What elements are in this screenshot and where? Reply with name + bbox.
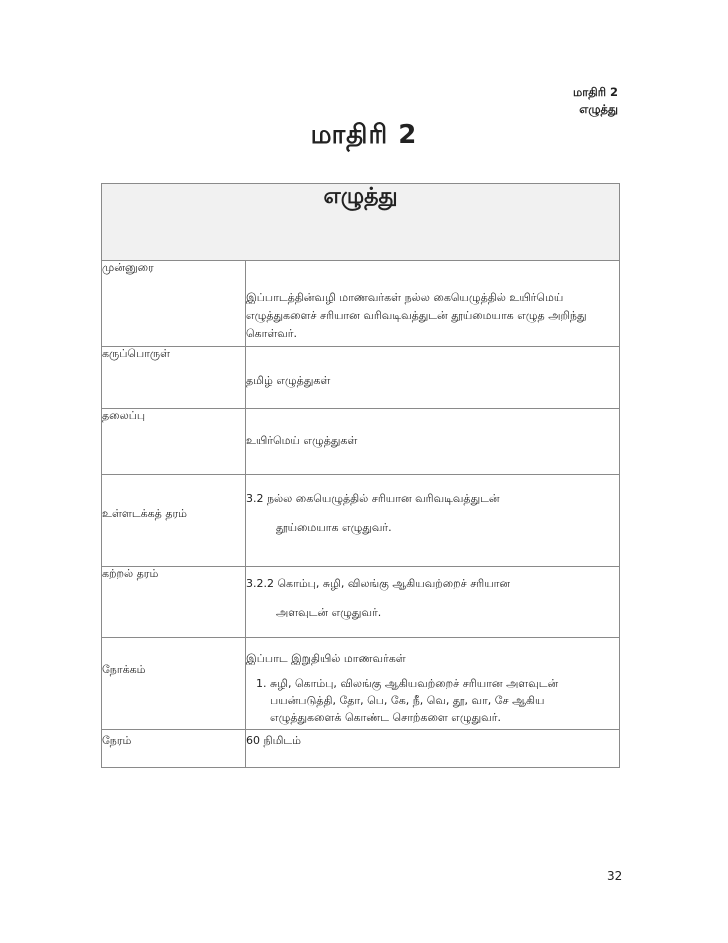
table-row-theme (102, 347, 620, 409)
theme-label: கருப்பொருள் (102, 347, 246, 409)
intro-line-3: கொள்வர். (246, 327, 298, 340)
page-title: மாதிரி 2 (310, 120, 418, 150)
objective-label: நோக்கம் (102, 638, 246, 730)
table-row-topic (102, 409, 620, 475)
running-header (573, 84, 618, 118)
theme-value: தமிழ் எழுத்துகள் (246, 347, 620, 409)
learning-line-2: அளவுடன் எழுதுவர். (276, 606, 382, 619)
learning-standard-label: கற்றல் தரம் (102, 567, 246, 638)
objective-intro: இப்பாட இறுதியில் மாணவர்கள் (246, 652, 406, 665)
table-row-content (102, 475, 620, 567)
time-label: நேரம் (102, 730, 246, 768)
topic-value: உயிர்மெய் எழுத்துகள் (246, 409, 620, 475)
content-standard-label: உள்ளடக்கத் தரம் (102, 475, 246, 567)
content-line-2: தூய்மையாக எழுதுவர். (276, 521, 392, 534)
learning-standard-value (246, 567, 620, 638)
objective-item-1: 1. சுழி, கொம்பு, விலங்கு ஆகியவற்றைச் சரியான அளவுடன் பயன்படுத்தி, தோ, பெ, கே, நீ, வெ, தூ, வா, சே ஆகிய எழுத்துகளைக் கொண்ட சொற்களை எழுதுவர். (270, 675, 619, 726)
intro-line-1: இப்பாடத்தின்வழி மாணவர்கள் நல்ல கையெழுத்தில் உயிர்மெய் (246, 291, 564, 304)
header-subject: எழுத்து (579, 102, 618, 116)
content-standard-value (246, 475, 620, 567)
header-model: மாதிரி 2 (573, 85, 618, 99)
time-value: 60 நிமிடம் (246, 730, 620, 768)
intro-value (246, 261, 620, 347)
page-number: 32 (607, 869, 623, 883)
table-row-intro (102, 261, 620, 347)
content-line-1: 3.2 நல்ல கையெழுத்தில் சரியான வரிவடிவத்துடன் (246, 492, 500, 505)
intro-line-2: எழுத்துகளைச் சரியான வரிவடிவத்துடன் தூய்மையாக எழுத அறிந்து (246, 309, 587, 322)
table-row-objective (102, 638, 620, 730)
topic-label: தலைப்பு (102, 409, 246, 475)
table-row-time (102, 730, 620, 768)
objective-value (246, 638, 620, 730)
table-heading: எழுத்து (102, 184, 620, 261)
objective-list (246, 675, 619, 726)
table-row-learning (102, 567, 620, 638)
learning-line-1: 3.2.2 கொம்பு, சுழி, விலங்கு ஆகியவற்றைச் சரியான (246, 577, 511, 590)
intro-label: முன்னுரை (102, 261, 246, 347)
lesson-plan-table (101, 183, 620, 768)
